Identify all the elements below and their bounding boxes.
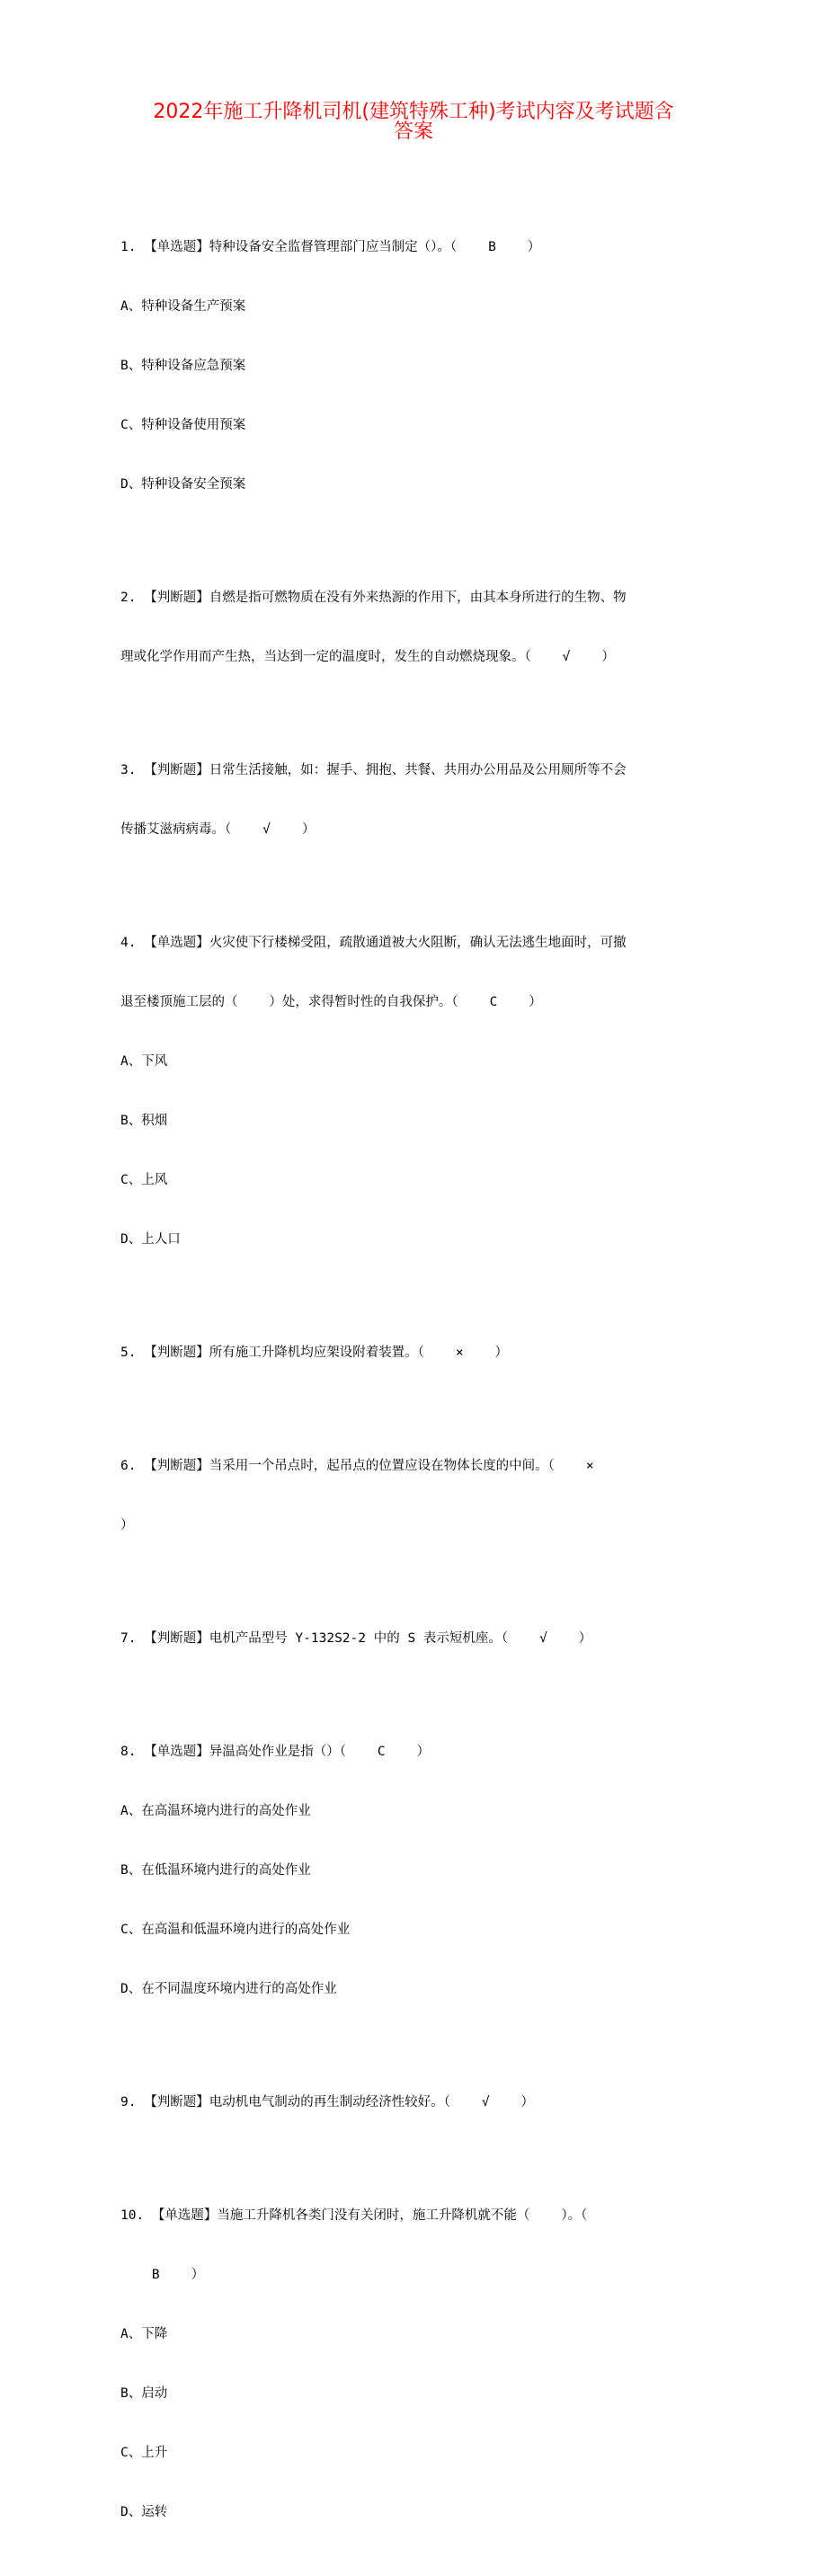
option-a: A、特种设备生产预案 bbox=[120, 299, 246, 314]
question-text-continued: 理或化学作用而产生热，当达到一定的温度时，发生的自动燃烧现象。（ √ ） bbox=[120, 650, 615, 664]
question-list bbox=[120, 198, 705, 2576]
option-b: B、积烟 bbox=[120, 1114, 168, 1128]
page-title bbox=[99, 102, 728, 142]
question-1 bbox=[120, 198, 705, 534]
option-d: D、在不同温度环境内进行的高处作业 bbox=[120, 1982, 337, 1996]
option-a: A、下降 bbox=[120, 2327, 168, 2341]
question-text: 1. 【单选题】特种设备安全监督管理部门应当制定（）。（ B ） bbox=[120, 240, 541, 254]
option-d: D、特种设备安全预案 bbox=[120, 477, 246, 492]
question-2 bbox=[120, 548, 705, 706]
option-c: C、特种设备使用预案 bbox=[120, 418, 246, 432]
question-6 bbox=[120, 1417, 705, 1575]
option-b: B、在低温环境内进行的高处作业 bbox=[120, 1863, 311, 1878]
question-text: 6. 【判断题】当采用一个吊点时，起吊点的位置应设在物体长度的中间。（ × bbox=[120, 1459, 594, 1473]
title-line: 2022年施工升降机司机(建筑特殊工种)考试内容及考试题含 bbox=[153, 101, 674, 123]
question-text: 9. 【判断题】电动机电气制动的再生制动经济性较好。（ √ ） bbox=[120, 2095, 535, 2110]
option-b: B、特种设备应急预案 bbox=[120, 359, 246, 373]
option-b: B、启动 bbox=[120, 2386, 168, 2401]
option-d: D、运转 bbox=[120, 2505, 168, 2519]
title-line: 答案 bbox=[393, 120, 433, 143]
question-4 bbox=[120, 893, 705, 1289]
option-a: A、在高温环境内进行的高处作业 bbox=[120, 1804, 311, 1818]
question-text: 8. 【单选题】异温高处作业是指（）（ C ） bbox=[120, 1745, 431, 1759]
question-text-continued: B ） bbox=[120, 2268, 205, 2282]
option-d: D、上人口 bbox=[120, 1232, 181, 1247]
question-5 bbox=[120, 1303, 705, 1402]
question-7 bbox=[120, 1589, 705, 1688]
question-8 bbox=[120, 1702, 705, 2039]
question-text: 10. 【单选题】当施工升降机各类门没有关闭时，施工升降机就不能（ ）。（ bbox=[120, 2208, 588, 2223]
question-text: 2. 【判断题】自燃是指可燃物质在没有外来热源的作用下，由其本身所进行的生物、物 bbox=[120, 591, 627, 605]
question-text: 3. 【判断题】日常生活接触，如：握手、拥抱、共餐、共用办公用品及公用厕所等不会 bbox=[120, 763, 627, 777]
option-a: A、下风 bbox=[120, 1054, 168, 1069]
option-c: C、上升 bbox=[120, 2446, 168, 2460]
option-c: C、上风 bbox=[120, 1173, 168, 1187]
option-c: C、在高温和低温环境内进行的高处作业 bbox=[120, 1923, 351, 1937]
question-text: 4. 【单选题】火灾使下行楼梯受阻，疏散通道被大火阻断，确认无法逃生地面时，可撤 bbox=[120, 936, 627, 950]
question-text-continued: 传播艾滋病病毒。（ √ ） bbox=[120, 822, 316, 837]
question-text: 7. 【判断题】电机产品型号 Y-132S2-2 中的 S 表示短机座。（ √ ） bbox=[120, 1631, 592, 1646]
question-text: 5. 【判断题】所有施工升降机均应架设附着装置。（ × ） bbox=[120, 1346, 509, 1360]
question-9 bbox=[120, 2053, 705, 2152]
question-text-continued: ） bbox=[120, 1518, 134, 1532]
question-3 bbox=[120, 721, 705, 879]
question-10 bbox=[120, 2166, 705, 2562]
question-text-continued: 退至楼顶施工层的（ ）处，求得暂时性的自我保护。（ C ） bbox=[120, 995, 542, 1009]
